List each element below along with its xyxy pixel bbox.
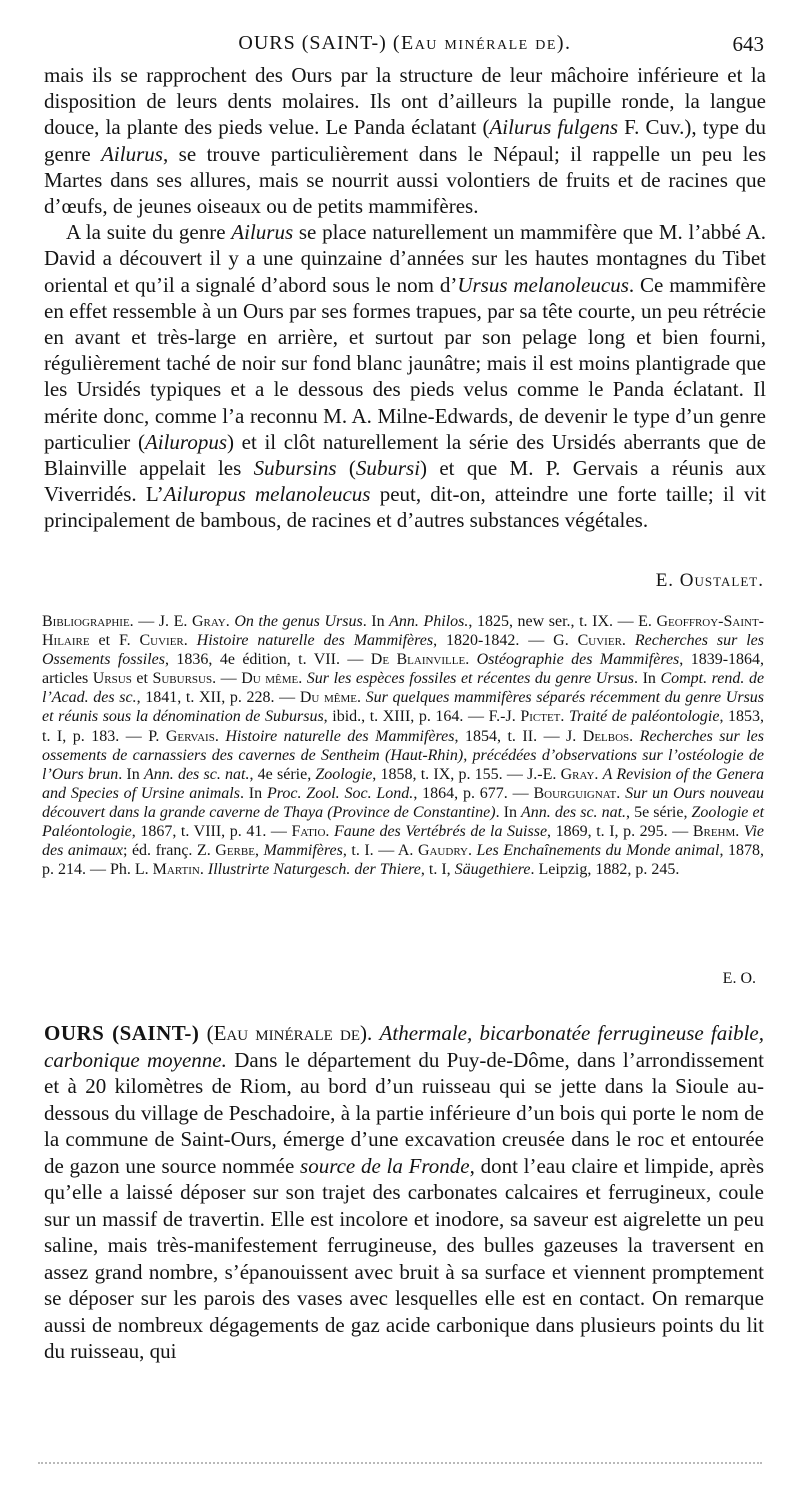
italic-run: Ailurus [231, 220, 294, 245]
text-run: , 1878, p. 214. — Ph. L. [42, 842, 765, 879]
work-title: Histoire naturelle des Mammifères [225, 727, 455, 745]
work-title: Zoologie [315, 765, 373, 783]
work-title: Zoologie et Paléontologie [42, 803, 765, 841]
text-run: F. Cuv.), type du genre [44, 115, 766, 166]
text-run: . [621, 632, 635, 650]
work-title: Recherches sur les ossements de carnassiers des cavernes de Sentheim (Haut-Rhin), précédées d’observations sur l’ostéologie de l’Ours brun [42, 727, 765, 783]
text-run: , 1864, p. 677. — [413, 784, 534, 802]
work-title: A Revision of the Genera and Species of Ursine animals [42, 765, 765, 802]
paragraph-ailuropus [44, 219, 766, 533]
entry-headword-paren: (Eau minérale de). [206, 1021, 373, 1045]
text-run: . [183, 632, 197, 650]
work-title: Histoire naturelle des Mammifères [196, 632, 434, 650]
work-title: Proc. Zool. Soc. Lond. [266, 784, 414, 802]
work-title: Mammifères [263, 842, 343, 860]
footer-dotted-rule [38, 1462, 762, 1464]
text-run: et [131, 670, 153, 688]
author-name: Bourguignat [533, 784, 617, 802]
text-run: . [616, 784, 626, 802]
italic-run: Ailurus fulgens [489, 115, 619, 140]
text-run: . [225, 613, 235, 630]
author-name: Du même [299, 689, 357, 707]
author-name: Fatio [291, 823, 326, 841]
author-name: Martin [152, 861, 200, 879]
text-run: . [560, 708, 569, 726]
text-run: , ibid., t. XIII, p. 164. — F.-J. [323, 708, 521, 726]
text-run: . [199, 861, 208, 879]
author-name: Du même [241, 670, 299, 688]
text-run: , dont l’eau claire et limpide, après qu’elle a laissé déposer sur son trajet des carbonates calcaires et ferrugineux, coule sur un massif de travertin. Elle est incolore et inodore, sa saveur est aigrelette un peu saline, mais très-manifestement ferrugineuse, des bulles gazeuses la traversent en assez grand nombre, s’épanouissent avec bruit à sa surface et viennent promptement se déposer sur les parois des vases avec lesquelles elle est en contact. On remarque aussi de nombreux dégagements de gaz acide carbonique dans plusieurs points du lit du ruisseau, qui [44, 1153, 764, 1363]
text-run: peut, dit-on, atteindre une forte taille; il vit principalement de bambous, de racines et d’autres substances végétales. [44, 482, 767, 533]
work-title: Recherches sur les Ossements fossiles [42, 632, 764, 669]
author-name: De Blainville [370, 651, 466, 669]
work-title: Les Enchaînements du Monde animal [476, 842, 720, 860]
paragraph-panda [44, 62, 766, 219]
text-run: ( [336, 456, 356, 481]
text-run: ) et il clôt naturellement la série des Ursidés aberrants que de Blainville appelait les [44, 429, 766, 481]
text-run: Dans le département du Puy-de-Dôme, dans l’arrondissement et à 20 kilomètres de Riom, au bord d’un ruisseau qui se jette dans la Sioule au-dessous du village de Peschadoire, à la partie inférieure d’un bois qui porte le nom de la commune de Saint-Ours, émerge d’une excavation creusée dans le roc et entourée de gazon une source nommée [44, 1047, 764, 1178]
text-run: . [629, 727, 640, 745]
text-run: se place naturellement un mammifère que M. l’abbé A. David a découvert il y a une quinzaine d’années sur les hautes montagnes du Tibet oriental et qu’il a signalé d’abord sous le nom d’ [44, 220, 766, 297]
author-name: Pictet [520, 708, 561, 726]
author-name: Cuvier [139, 632, 184, 650]
text-run: , t. I, [420, 861, 455, 879]
author-name: Cuvier [577, 632, 622, 650]
text-run: . [468, 842, 477, 860]
text-run: . In [362, 613, 390, 630]
italic-run: source de la Fronde [300, 1153, 470, 1178]
text-run: . In [634, 670, 661, 688]
work-title: Ann. des sc. nat. [143, 765, 250, 783]
italic-run: Ailuropus melanoleucus [163, 482, 371, 507]
author-name: Brehm [692, 823, 736, 841]
page-number: 643 [732, 32, 764, 56]
italic-run: Athermale, bicarbonatée ferrugineuse faible, carbonique moyenne. [44, 1021, 765, 1072]
text-run: . [298, 670, 307, 688]
text-run: , [254, 842, 264, 860]
text-run: , 1825, new ser., t. IX. — E. [468, 613, 657, 630]
text-run: , 1853, t. I, p. 183. — P. [42, 708, 765, 745]
italic-run: Ailuropus [144, 429, 227, 454]
text-run: , 1867, t. VIII, p. 41. — [131, 823, 292, 841]
text-run: . [735, 823, 744, 841]
author-name: Gaudry [417, 842, 468, 860]
running-title [40, 32, 770, 55]
work-title: Sur un Ours nouveau découvert dans la grande caverne de Thaya (Province de Constantine) [42, 784, 765, 821]
text-run: , 1841, t. XII, p. 228. — [136, 689, 300, 707]
bibliography-heading: Bibliographie. [42, 613, 134, 630]
text-run: , 1854, t. II. — J. [454, 727, 583, 745]
italic-run: Subursi [355, 456, 421, 481]
work-title: Sur les espèces fossiles et récentes du genre Ursus [306, 670, 635, 688]
text-run: . [594, 765, 603, 783]
work-title: Ostéographie des Mammifères [476, 651, 680, 669]
work-title: Ann. des sc. nat. [521, 803, 627, 821]
text-run: , 1869, t. I, p. 295. — [547, 823, 693, 841]
text-run: , 1839-1864, articles [42, 651, 765, 688]
running-title-paren: (Eau minérale de). [392, 32, 572, 54]
work-title: On the genus Ursus [234, 613, 363, 630]
bibliography [42, 612, 764, 879]
work-title: Compt. rend. de l’Acad. des sc. [42, 670, 765, 707]
author-name: Gervais [165, 727, 215, 745]
text-run: ; éd. franç. Z. [122, 842, 216, 860]
text-run: , 5e série, [626, 803, 692, 821]
work-title: Sur quelques mammifères séparés récemment du genre Ursus et réunis sous la dénomination de Subursus [42, 689, 765, 726]
text-run: . In [495, 803, 521, 821]
article-saint-ours-water [44, 1020, 764, 1365]
text-run: . In [118, 765, 144, 783]
text-run: A la suite du genre [66, 220, 232, 245]
work-title: Faune des Vertébrés de la Suisse [334, 823, 548, 841]
text-run: . Leipzig, 1882, p. 245. [530, 861, 680, 879]
text-run: . [465, 651, 477, 669]
text-run: . [325, 823, 334, 841]
author-signature: E. Oustalet. [655, 570, 764, 591]
text-run: . [356, 689, 366, 707]
paragraph-saint-ours [44, 1020, 764, 1365]
italic-run: Ursus melanoleucus [457, 272, 629, 297]
text-run: . [214, 727, 226, 745]
text-run: . Ce mammifère en effet ressemble à un Ours par ses formes trapues, par sa tête courte, un peu rétrécie en avant et très-large en arrière, et surtout par son pelage long et bien fourni, régulièrement taché de noir sur fond blanc jaunâtre; mais il est moins plantigrade que les Ursidés typiques et a le dessous des pieds velus comme le Panda éclatant. Il mérite donc, comme l’a reconnu M. A. Milne-Edwards, de devenir le type d’un genre particulier ( [44, 272, 766, 454]
text-run: ) et que M. P. Gervais a réunis aux Viverridés. L’ [44, 456, 767, 507]
text-run: . — [212, 670, 242, 688]
italic-run: Ailurus [101, 141, 163, 166]
article-ours-continued [44, 62, 766, 534]
running-title-main: OURS (SAINT-) [238, 32, 387, 54]
author-name: Gray [560, 765, 595, 783]
work-title: Säugethiere [454, 861, 531, 879]
text-run: , 4e série, [249, 765, 316, 783]
text-run: , 1858, t. IX, p. 155. — J.-E. [372, 765, 561, 783]
author-name: Gray [191, 613, 226, 630]
text-run: , se trouve particulièrement dans le Népaul; il rappelle un peu les Martes dans ses allures, mais se nourrit aussi volontiers de fruits et de racines que d’œufs, de jeunes oiseaux ou de petits mammifères. [44, 141, 766, 219]
article-name: Subursus [152, 670, 213, 688]
author-name: Geoffroy-Saint-Hilaire [42, 613, 764, 650]
work-title: Ann. Philos. [389, 613, 469, 630]
bibliography-signature: E. O. [722, 970, 756, 987]
text-run: — J. E. [133, 613, 192, 630]
work-title: Traité de paléontologie [568, 708, 720, 726]
text-run: , 1820-1842. — G. [433, 632, 578, 650]
text-run: , 1836, 4e édition, t. VII. — [164, 651, 371, 669]
italic-run: Subursins [253, 456, 337, 481]
text-run: . In [239, 784, 267, 802]
text-run: , t. I. — A. [342, 842, 418, 860]
entry-headword: OURS (SAINT-) [44, 1021, 200, 1045]
author-name: Delbos [582, 727, 630, 745]
text-run: mais ils se rapprochent des Ours par la structure de leur mâchoire inférieure et la disposition de leurs dents molaires. Ils ont d’ailleurs la pupille ronde, la langue douce, la plante des pieds velue. Le Panda éclatant ( [44, 63, 766, 140]
text-run: et F. [89, 632, 140, 650]
article-name: Ursus [92, 670, 132, 688]
author-name: Gerbe [215, 842, 255, 860]
work-title: Vie des animaux [42, 823, 764, 860]
work-title: Illustrirte Naturgesch. der Thiere [207, 861, 421, 879]
running-head [40, 28, 770, 58]
